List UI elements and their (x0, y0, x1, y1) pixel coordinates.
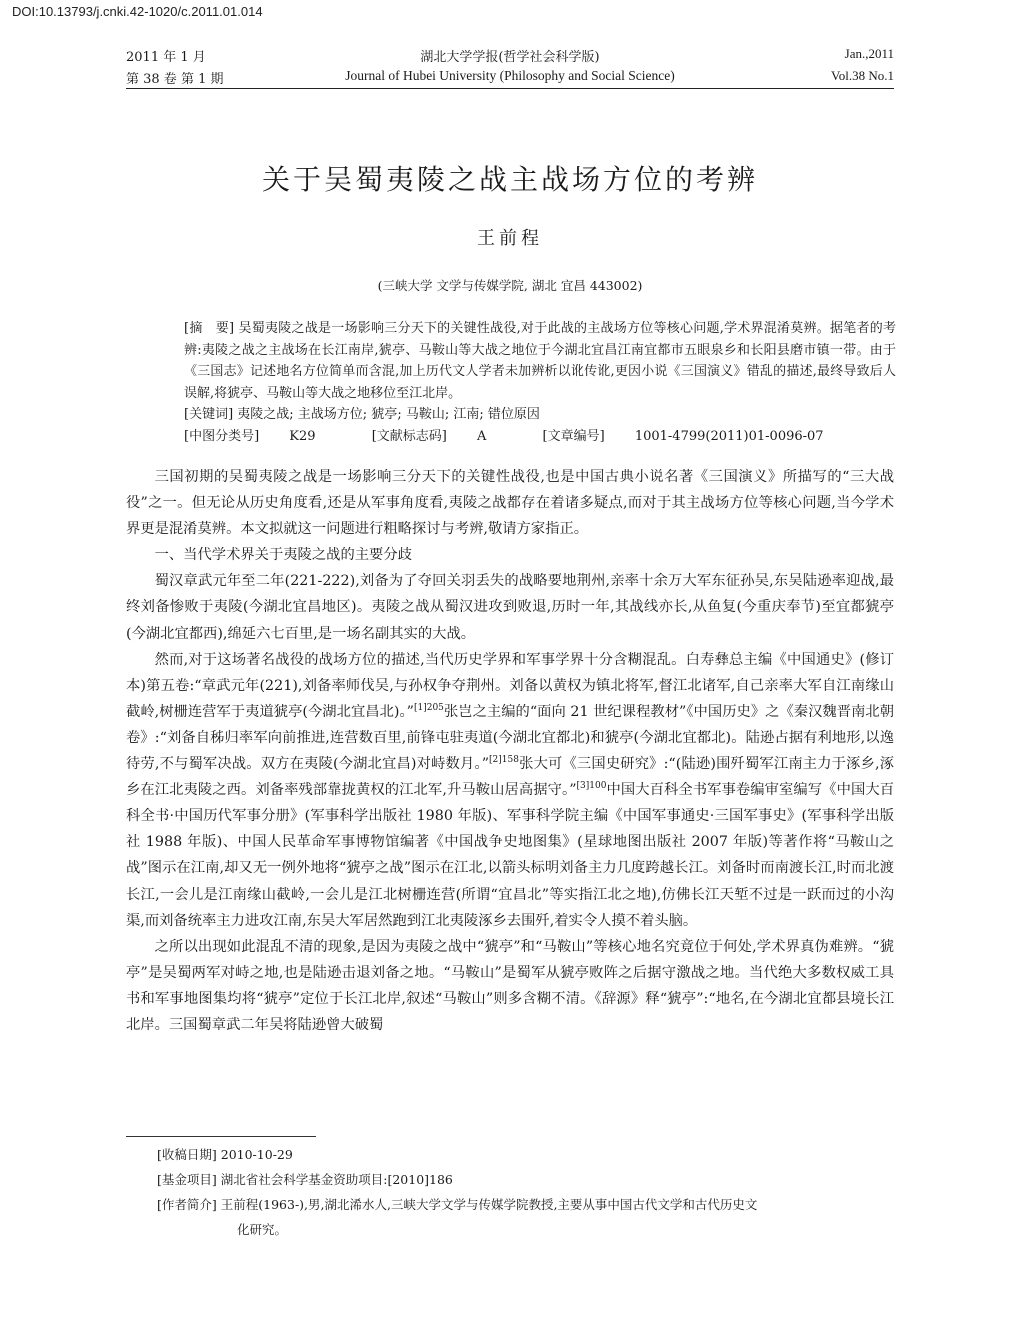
issue-date-en: Jan.,2011 (844, 46, 894, 61)
p3-part-a: 然而,对于这场著名战役的战场方位的描述,当代历史学界和军事学界十分含糊混乱。白寿彝总主编《中国通史》(修订本)第五卷:“章武元年(221),刘备率师伐吴,与孙权争夺荆州。刘备以黄权为镇北将军,督江北诸军,自己亲率大军自江南缘山截岭,树栅连营军于夷道猇亭(今湖北宜昌北)。” (126, 651, 894, 720)
article-number-label: [文章编号] (542, 428, 605, 444)
doi-line: DOI:10.13793/j.cnki.42-1020/c.2011.01.014 (12, 4, 263, 19)
footnote-rule (126, 1136, 316, 1137)
doc-code-value: A (477, 428, 487, 444)
received-date (157, 1142, 897, 1167)
abstract-block (184, 318, 896, 447)
journal-name-en: Journal of Hubei University (Philosophy and Social Science) (345, 68, 675, 83)
p3-part-c: 张大可《三国史研究》:“(陆逊)围歼蜀军江南主力于涿乡,涿乡在江北夷陵之西。刘备率残部靠拢黄权的江北军,升马鞍山居高据守。” (126, 756, 894, 799)
header-rule (126, 88, 894, 89)
fund-label: [基金项目] (157, 1172, 217, 1187)
article-author: 王前程 (477, 228, 543, 249)
section-heading-1: 一、当代学术界关于夷陵之战的主要分歧 (154, 547, 412, 564)
citation-3: [3]100 (576, 781, 607, 792)
body-paragraph-1: 三国初期的吴蜀夷陵之战是一场影响三分天下的关键性战役,也是中国古典小说名著《三国演义》所描写的“三大战役”之一。但无论从历史角度看,还是从军事角度看,夷陵之战都存在着诸多疑点,而对于其主战场方位等核心问题,当今学术界更是混淆莫辨。本文拟就这一问题进行粗略探讨与考辨,敬请方家指正。 (126, 469, 894, 538)
article-title: 关于吴蜀夷陵之战主战场方位的考辨 (261, 163, 758, 196)
journal-name-cn: 湖北大学学报(哲学社会科学版) (420, 50, 600, 65)
p3-part-d: 中国大百科全书军事卷编审室编写《中国大百科全书·中国历代军事分册》(军事科学出版社 1980 年版)、军事科学院主编《中国军事通史·三国军事史》(军事科学出版社 1988 年版)、中国人民革命军事博物馆编著《中国战争史地图集》(星球地图出版社 2007 年版)等著作将“马鞍山之战”图示在江南,却又无一例外地将“猇亭之战”图示在江北,以箭头标明刘备主力几度跨越长江。刘备时而南渡长江,时而北渡长江,一会儿是江南缘山截岭,一会儿是江北树栅连营(所谓“宜昌北”等实指江北之地),仿佛长江天堑不过是一跃而过的小沟渠,而刘备统率主力进攻江南,东吴大军居然跑到江北夷陵涿乡去围歼,着实令人摸不着头脑。 (126, 782, 894, 929)
abstract-text: 吴蜀夷陵之战是一场影响三分天下的关键性战役,对于此战的主战场方位等核心问题,学术界混淆莫辨。据笔者的考辨:夷陵之战之主战场在长江南岸,猇亭、马鞍山等大战之地位于今湖北宜昌江南宜都市五眼泉乡和长阳县磨市镇一带。由于《三国志》记述地名方位简单而含混,加上历代文人学者未加辨析以讹传讹,更因小说《三国演义》错乱的描述,最终导致后人误解,将猇亭、马鞍山等大战之地移位至江北岸。 (184, 321, 896, 401)
footnotes (157, 1142, 897, 1242)
clc-value: K29 (289, 428, 316, 444)
article-number-value: 1001-4799(2011)01-0096-07 (634, 428, 824, 444)
keywords (184, 404, 896, 426)
citation-1: [1]205 (413, 703, 444, 714)
keywords-label: [关键词] (184, 407, 234, 422)
author-bio-label: [作者简介] (157, 1197, 217, 1212)
p3-part-b: 张岂之主编的“面向 21 世纪课程教材”《中国历史》之《秦汉魏晋南北朝卷》:“刘备自秭归率军向前推进,连营数百里,前锋屯驻夷道(今湖北宜都北)和猇亭(今湖北宜都北)。陆逊占据有利地形,以逸待劳,不与蜀军决战。双方在夷陵(今湖北宜昌)对峙数月。” (126, 703, 894, 773)
article-body (126, 464, 894, 1038)
volume-issue-en: Vol.38 No.1 (831, 68, 894, 83)
classification-row (184, 426, 896, 448)
keywords-text: 夷陵之战; 主战场方位; 猇亭; 马鞍山; 江南; 错位原因 (237, 407, 540, 422)
body-paragraph-2: 蜀汉章武元年至二年(221-222),刘备为了夺回关羽丢失的战略要地荆州,亲率十余万大军东征孙吴,东吴陆逊率迎战,最终刘备惨败于夷陵(今湖北宜昌地区)。夷陵之战从蜀汉进攻到败退,历时一年,其战线亦长,从鱼复(今重庆奉节)至宜都猇亭(今湖北宜都西),绵延六七百里,是一场名副其实的大战。 (126, 573, 894, 642)
citation-2: [2]158 (489, 755, 519, 766)
fund-value: 湖北省社会科学基金资助项目:[2010]186 (220, 1172, 453, 1187)
author-bio (157, 1192, 897, 1217)
author-bio-text: 王前程(1963-),男,湖北浠水人,三峡大学文学与传媒学院教授,主要从事中国古代文学和古代历史文 (220, 1197, 758, 1212)
body-paragraph-4: 之所以出现如此混乱不清的现象,是因为夷陵之战中“猇亭”和“马鞍山”等核心地名究竟位于何处,学术界真伪难辨。“猇亭”是吴蜀两军对峙之地,也是陆逊击退刘备之地。“马鞍山”是蜀军从猇亭败阵之后据守激战之地。当代绝大多数权威工具书和军事地图集均将“猇亭”定位于长江北岸,叙述“马鞍山”则多含糊不清。《辞源》释“猇亭”:“地名,在今湖北宜都县境长江北岸。三国蜀章武二年吴将陆逊曾大破蜀 (126, 938, 894, 1033)
author-affiliation: (三峡大学 文学与传媒学院, 湖北 宜昌 443002) (377, 278, 643, 293)
clc-label: [中图分类号] (184, 428, 260, 444)
author-bio-cont: 化研究。 (237, 1222, 288, 1237)
received-label: [收稿日期] (157, 1147, 217, 1162)
received-value: 2010-10-29 (220, 1147, 293, 1162)
body-paragraph-3 (126, 647, 894, 934)
doc-code-label: [文献标志码] (371, 428, 447, 444)
fund-info (157, 1167, 897, 1192)
abstract (184, 318, 896, 404)
abstract-label: [摘 要] (184, 321, 235, 336)
issue-date: 2011 年 1 月 (126, 50, 206, 65)
volume-issue: 第 38 卷 第 1 期 (126, 72, 224, 87)
